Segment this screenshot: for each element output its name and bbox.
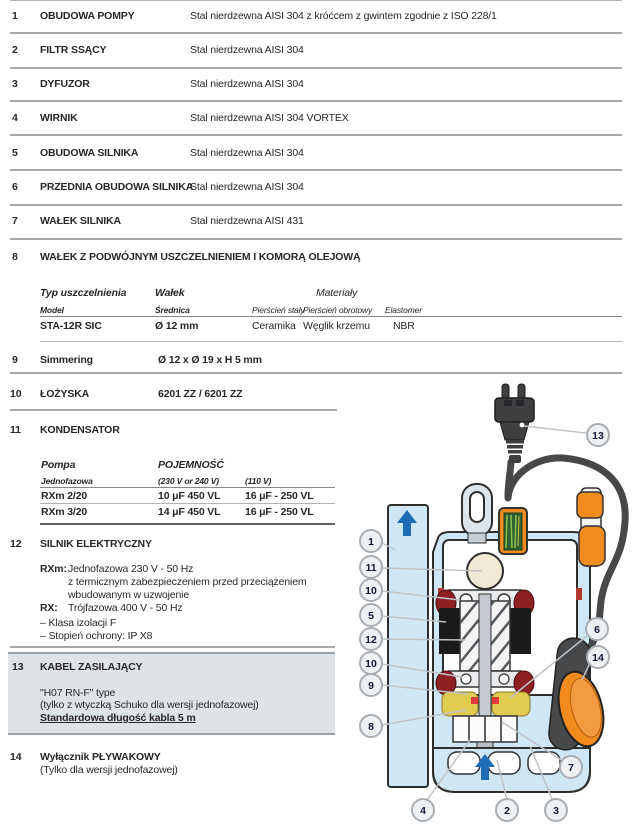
divider xyxy=(10,67,622,69)
cap-value-110: 16 μF - 250 VL xyxy=(245,490,314,502)
item-label: DYFUZOR xyxy=(40,78,90,90)
svg-text:9: 9 xyxy=(368,680,374,692)
item-number: 12 xyxy=(10,538,22,550)
svg-text:7: 7 xyxy=(568,762,574,774)
item-value: Stal nierdzewna AISI 304 xyxy=(190,181,304,193)
divider xyxy=(10,646,335,648)
cable-bracket xyxy=(577,488,605,566)
table-line xyxy=(40,316,622,317)
cap-value-230: 10 μF 450 VL xyxy=(158,490,221,502)
spec-row-1 xyxy=(0,10,640,24)
item-number: 3 xyxy=(12,78,18,90)
callout-4 xyxy=(412,799,434,821)
item-number: 2 xyxy=(12,44,18,56)
cap-pump: RXm 3/20 xyxy=(41,506,88,518)
item-label: WIRNIK xyxy=(40,112,78,124)
cap-sub-110: (110 V) xyxy=(245,476,272,486)
svg-text:12: 12 xyxy=(365,634,377,646)
seal-diameter: Ø 12 mm xyxy=(155,320,199,332)
divider xyxy=(10,134,622,136)
item-number: 5 xyxy=(12,147,18,159)
svg-text:8: 8 xyxy=(368,721,374,733)
item-label: OBUDOWA POMPY xyxy=(40,10,135,22)
cable-gland xyxy=(499,508,527,554)
item-label: Wyłącznik PŁYWAKOWY xyxy=(40,751,161,763)
item-value: Stal nierdzewna AISI 304 xyxy=(190,78,304,90)
seal-sub-stationary: Pierścień stały xyxy=(252,305,305,315)
spec-row-3 xyxy=(0,78,640,92)
seal-sub-rotating: Pierścień obrotowy xyxy=(303,305,373,315)
item-label: OBUDOWA SILNIKA xyxy=(40,147,139,159)
spec-row-2 xyxy=(0,44,640,58)
seal-col-type: Typ uszczelnienia xyxy=(40,287,127,299)
divider xyxy=(10,409,337,411)
motor-rxm-line3: wbudowanym w uzwojenie xyxy=(68,589,190,601)
divider xyxy=(10,169,622,171)
cap-col-capacity: POJEMNOŚĆ xyxy=(158,459,224,471)
seal-model: STA-12R SIC xyxy=(40,320,102,332)
item-number: 6 xyxy=(12,181,18,193)
table-line xyxy=(40,341,622,342)
svg-text:11: 11 xyxy=(365,562,377,574)
callout-10-lower xyxy=(360,652,382,674)
motor-note-insulation: – Klasa izolacji F xyxy=(40,617,117,629)
item-label: KABEL ZASILAJĄCY xyxy=(40,661,143,673)
cable-type: "H07 RN-F" type xyxy=(40,687,116,699)
callout-12 xyxy=(360,628,382,650)
divider xyxy=(10,238,622,240)
seal-stationary: Ceramika xyxy=(252,320,296,332)
svg-text:3: 3 xyxy=(553,805,559,817)
item-number: 4 xyxy=(12,112,18,124)
seal-col-shaft: Wałek xyxy=(155,287,185,299)
svg-text:13: 13 xyxy=(592,430,604,442)
seal-elastomer: NBR xyxy=(393,320,415,332)
svg-text:2: 2 xyxy=(504,805,510,817)
table-line xyxy=(40,487,335,488)
motor-rxm-label: RXm: xyxy=(40,563,67,575)
table-line xyxy=(40,523,335,525)
item-number: 7 xyxy=(12,215,18,227)
cable-length: Standardowa długość kabla 5 m xyxy=(40,712,196,724)
seal-col-materials: Materiały xyxy=(316,287,358,299)
callout-11 xyxy=(360,556,382,578)
spec-row-6 xyxy=(0,181,640,195)
callout-3 xyxy=(545,799,567,821)
item-value: Stal nierdzewna AISI 304 z króćcem z gwintem zgodnie z ISO 228/1 xyxy=(190,10,497,22)
svg-text:14: 14 xyxy=(592,652,604,664)
item-number: 1 xyxy=(12,10,18,22)
item-value: Stal nierdzewna AISI 304 xyxy=(190,147,304,159)
item-number: 10 xyxy=(10,388,22,400)
item-number: 13 xyxy=(12,661,24,673)
divider xyxy=(10,372,622,374)
spec-row-8 xyxy=(0,251,640,265)
cap-pump: RXm 2/20 xyxy=(41,490,88,502)
item-label: KONDENSATOR xyxy=(40,424,120,436)
callout-5 xyxy=(360,604,382,626)
spec-row-7 xyxy=(0,215,640,229)
divider xyxy=(10,204,622,206)
item-label: ŁOŻYSKA xyxy=(40,388,90,400)
motor-rxm-line2: z termicznym zabezpieczeniem przed przeciążeniem xyxy=(68,576,307,588)
cap-sub-230: (230 V or 240 V) xyxy=(158,476,219,486)
motor-rx-line: Trójfazowa 400 V - 50 Hz xyxy=(68,602,183,614)
motor-rx-label: RX: xyxy=(40,602,58,614)
item-label: WAŁEK SILNIKA xyxy=(40,215,121,227)
cap-col-pump: Pompa xyxy=(41,459,76,471)
spec-row-9 xyxy=(0,354,640,368)
motor-rxm-line1: Jednofazowa 230 V - 50 Hz xyxy=(68,563,194,575)
callout-7 xyxy=(560,756,582,778)
callout-6 xyxy=(586,618,608,640)
callout-9 xyxy=(360,674,382,696)
cable-note: (tylko z wtyczką Schuko dla wersji jednofazowej) xyxy=(40,699,259,711)
svg-text:6: 6 xyxy=(594,624,600,636)
svg-text:10: 10 xyxy=(365,658,377,670)
item-number: 8 xyxy=(12,251,18,263)
divider xyxy=(10,0,622,1)
spec-row-4 xyxy=(0,112,640,126)
item-label: WAŁEK Z PODWÓJNYM USZCZELNIENIEM I KOMORĄ OLEJOWĄ xyxy=(40,251,361,263)
callout-13 xyxy=(587,424,609,446)
callout-1 xyxy=(360,530,382,552)
divider xyxy=(10,100,622,102)
item-label: SILNIK ELEKTRYCZNY xyxy=(40,538,152,550)
item-value: Stal nierdzewna AISI 304 VORTEX xyxy=(190,112,349,124)
callout-2 xyxy=(496,799,518,821)
callout-14 xyxy=(587,646,609,668)
item-number: 14 xyxy=(10,751,22,763)
item-value: Ø 12 x Ø 19 x H 5 mm xyxy=(158,354,262,366)
svg-text:10: 10 xyxy=(365,585,377,597)
float-note: (Tylko dla wersji jednofazowej) xyxy=(40,764,178,776)
svg-text:5: 5 xyxy=(368,610,374,622)
item-value: Stal nierdzewna AISI 431 xyxy=(190,215,304,227)
item-label: Simmering xyxy=(40,354,93,366)
cap-sub-phase: Jednofazowa xyxy=(41,476,93,486)
svg-text:4: 4 xyxy=(420,805,426,817)
item-label: FILTR SSĄCY xyxy=(40,44,107,56)
seal-sub-model: Model xyxy=(40,305,64,315)
pump-cutaway-diagram xyxy=(350,380,640,839)
discharge-pipe xyxy=(388,505,428,787)
svg-text:1: 1 xyxy=(368,536,374,548)
item-value: 6201 ZZ / 6201 ZZ xyxy=(158,388,243,400)
callout-10-upper xyxy=(360,579,382,601)
item-number: 9 xyxy=(12,354,18,366)
item-value: Stal nierdzewna AISI 304 xyxy=(190,44,304,56)
callout-8 xyxy=(360,715,382,737)
seal-sub-diameter: Średnica xyxy=(155,305,190,315)
cap-value-230: 14 μF 450 VL xyxy=(158,506,221,518)
seal-rotating: Węglik krzemu xyxy=(303,320,370,332)
motor-note-protection: – Stopień ochrony: IP X8 xyxy=(40,630,153,642)
item-label: PRZEDNIA OBUDOWA SILNIKA xyxy=(40,181,194,193)
power-plug xyxy=(495,384,534,463)
seal-sub-elastomer: Elastomer xyxy=(385,305,422,315)
cap-value-110: 16 μF - 250 VL xyxy=(245,506,314,518)
table-line xyxy=(40,503,335,504)
item-number: 11 xyxy=(10,424,21,436)
spec-row-5 xyxy=(0,147,640,161)
divider xyxy=(10,32,622,34)
